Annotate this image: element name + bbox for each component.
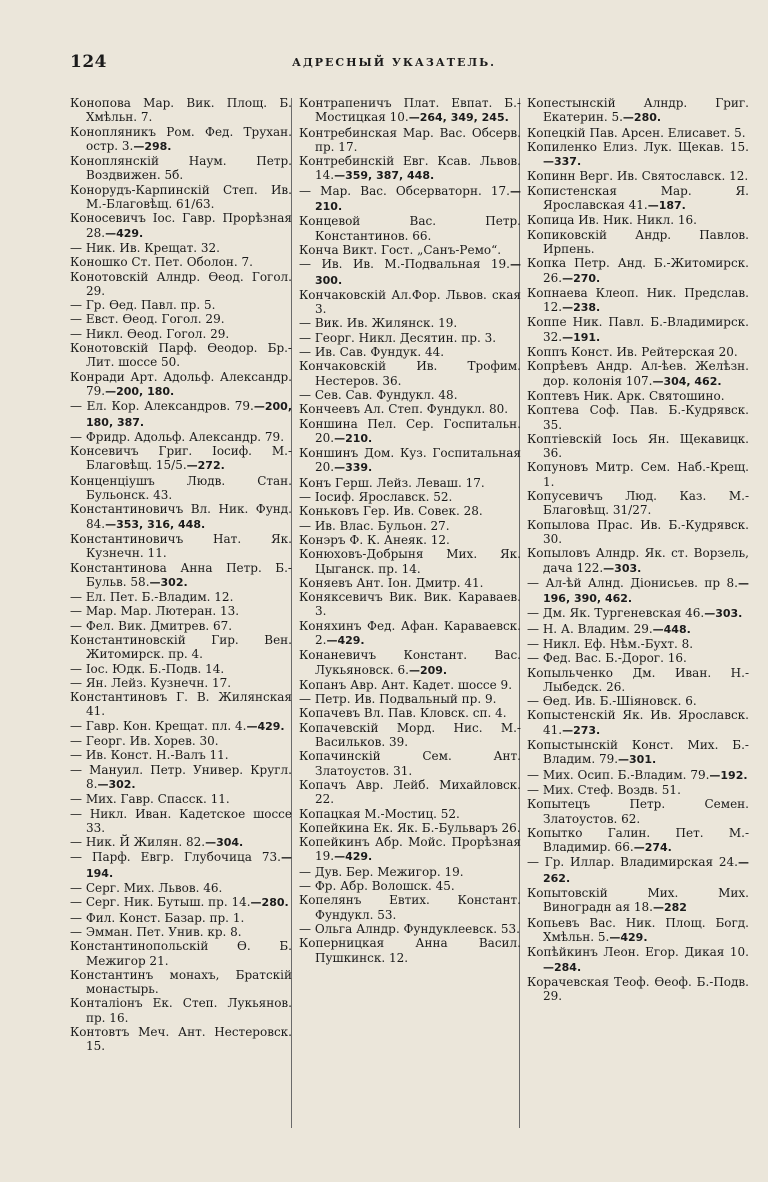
directory-entry: Копытко Галин. Пет. М.-Владимир. 66.—274. (527, 825, 749, 855)
directory-entry: Копестынскiй Алндр. Григ. Екатерин. 5.—280. (527, 96, 749, 125)
directory-entry: Конча Викт. Гост. „Санъ-Ремо“. (299, 242, 502, 257)
directory-entry: — Эмман. Пет. Унив. кр. 8. (70, 924, 242, 939)
directory-entry: — Ел. Кор. Александров. 79.—200, 180, 387. (70, 399, 292, 429)
directory-entry: Контовтъ Меч. Ант. Нестеровск. 15. (70, 1025, 292, 1054)
directory-entry: Копачинскiй Сем. Ант. Златоустов. 31. (299, 749, 521, 778)
directory-entry: Копыловъ Алндр. Як. ст. Ворзель, дача 122.—303. (527, 546, 749, 575)
directory-entry: Коншинъ Дом. Куз. Госпитальная 20.—339. (299, 446, 521, 475)
directory-entry: — Гр. Ѳед. Павл. пр. 5. (70, 298, 216, 313)
directory-entry: Копачевъ Вл. Пав. Кловск. сп. 4. (299, 706, 507, 721)
directory-entry: Константинъ монахъ, Братскiй монастырь. (70, 967, 292, 997)
directory-entry: — Фед. Вас. Б.-Дорог. 16. (527, 651, 687, 666)
directory-entry: — Мих. Стеф. Воздв. 51. (527, 782, 681, 797)
directory-entry: Кончаковскiй Ал.Фор. Львов. ская 3. (299, 287, 521, 317)
directory-entry: Копинн Верг. Ив. Святославск. 12. (527, 169, 749, 184)
directory-entry: Константиновъ Г. В. Жилянская 41. (70, 690, 292, 719)
directory-entry: Контрапеничъ Плат. Евпат. Б.-Мостицкая 10.—264, 349, 245. (299, 96, 521, 125)
directory-entry: Конради Арт. Адольф. Александр. 79.—200, 180. (70, 369, 292, 398)
directory-entry: Копачъ Авр. Лейб. Михайловск. 22. (299, 777, 521, 807)
directory-entry: — Вик. Ив. Жилянск. 19. (299, 316, 458, 331)
directory-entry: — Ел. Пет. Б.-Владим. 12. (70, 590, 234, 605)
page-number: 124 (70, 52, 107, 72)
directory-entry: — Ив. Сав. Фундук. 44. (299, 345, 445, 360)
directory-entry: Коперницкая Анна Васил. Пушкинск. 12. (299, 936, 521, 965)
directory-entry: — Парф. Евгр. Глубочица 73.—194. (70, 850, 292, 880)
directory-entry: Контребинскiй Евг. Ксав. Львов. 14.—359, 387, 448. (299, 154, 521, 183)
directory-entry: — Серг. Мих. Львов. 46. (70, 881, 223, 896)
directory-entry: Конопляникъ Ром. Фед. Трухан. остр. 3.—298. (70, 124, 292, 153)
directory-entry: Константиновичъ Вл. Ник. Фунд. 84.—353, 316, 448. (70, 502, 292, 531)
directory-entry: — Н. А. Владим. 29.—448. (527, 621, 691, 636)
directory-entry: Коняхинъ Фед. Афан. Караваевск. 2.—429. (299, 618, 521, 647)
directory-entry: Копка Петр. Анд. Б.-Житомирск. 26.—270. (527, 256, 749, 285)
column-3 (527, 96, 749, 1166)
directory-entry: Конаневичъ Констант. Вас. Лукьяновск. 6.—209. (299, 648, 521, 677)
directory-entry: — Ник. Й Жилян. 82.—304. (70, 835, 244, 850)
directory-entry: — Мануил. Петр. Универ. Кругл. 8.—302. (70, 762, 292, 791)
directory-entry: Копусевичъ Люд. Каз. М.-Благовѣщ. 31/27. (527, 489, 749, 518)
directory-entry: — Георг. Ив. Хорев. 30. (70, 734, 219, 749)
directory-entry: Копыльченко Дм. Иван. Н.-Лыбедск. 26. (527, 665, 749, 694)
page-title: АДРЕСНЫЙ УКАЗАТЕЛЬ. (292, 56, 496, 69)
directory-entry: — Евст. Ѳеод. Гогол. 29. (70, 312, 225, 327)
directory-entry: — Мих. Осип. Б.-Владим. 79.—192. (527, 767, 748, 782)
directory-entry: Копица Ив. Ник. Никл. 16. (527, 213, 697, 228)
directory-entry: — Дм. Як. Тургеневская 46.—303. (527, 606, 743, 621)
directory-entry: Коптева Соф. Пав. Б.-Кудрявск. 35. (527, 403, 749, 432)
directory-entry: — Никл. Еф. Нѣм.-Бухт. 8. (527, 636, 694, 651)
directory-entry: Копѣйкинъ Леон. Егор. Дикая 10.—284. (527, 945, 749, 974)
directory-entry: — Фел. Вик. Дмитрев. 67. (70, 618, 233, 633)
directory-entry: Конценцiушъ Людв. Стан. Бульонск. 43. (70, 473, 292, 503)
directory-entry: Контребинская Мар. Вас. Обсерв. пр. 17. (299, 125, 521, 154)
column-1 (70, 96, 292, 1166)
directory-entry: — Дув. Бер. Межигор. 19. (299, 864, 464, 879)
directory-entry: Конотовскiй Парф. Ѳеодор. Бр.-Лит. шоссе 50. (70, 341, 292, 370)
directory-entry: — Фр. Абр. Волошск. 45. (299, 879, 455, 894)
page-header (0, 52, 768, 76)
directory-entry: — Ольга Алндр. Фундуклеевск. 53. (299, 921, 520, 936)
directory-entry: Консевичъ Григ. Iосиф. М.-Благовѣщ. 15/5.—272. (70, 444, 292, 473)
directory-entry: Копиковскiй Андр. Павлов. Ирпень. (527, 227, 749, 256)
directory-entry: Копачевскiй Морд. Нис. М.-Васильков. 39. (299, 720, 521, 750)
directory-entry: Константинова Анна Петр. Б.-Бульв. 58.—302. (70, 560, 292, 589)
directory-entry: — Iосиф. Ярославск. 52. (299, 490, 453, 505)
directory-entry: Конорудъ-Карпинскiй Степ. Ив. М.-Благовѣщ. 61/63. (70, 182, 292, 212)
directory-entry: Константиновичъ Нат. Як. Кузнечн. 11. (70, 531, 292, 561)
directory-entry: Кончеевъ Ал. Степ. Фундукл. 80. (299, 402, 509, 417)
column-2 (299, 96, 521, 1166)
directory-entry: — Фридр. Адольф. Александр. 79. (70, 429, 285, 444)
directory-entry: Копуновъ Митр. Сем. Наб.-Крещ. 1. (527, 460, 749, 489)
directory-entry: Копыстынскiй Конст. Мих. Б.-Владим. 79.—301. (527, 738, 749, 767)
directory-entry: Копытовскiй Мих. Мих. Виноградн ая 18.—282 (527, 886, 749, 915)
directory-entry: — Никл. Иван. Кадетское шоссе 33. (70, 806, 292, 835)
directory-entry: — Гавр. Кон. Крещат. пл. 4.—429. (70, 718, 285, 733)
directory-entry: — Ив. Конст. Н.-Валъ 11. (70, 748, 229, 763)
directory-entry: Копистенская Мар. Я. Ярославская 41.—187. (527, 183, 749, 213)
directory-entry: — Мар. Вас. Обсерваторн. 17.—210. (299, 183, 521, 214)
directory-entry: Копыстенскiй Як. Ив. Ярославск. 41.—273. (527, 708, 749, 737)
directory-entry: Коппе Ник. Павл. Б.-Владимирск. 32.—191. (527, 315, 749, 344)
directory-entry: Константиновскiй Гир. Вен. Житомирск. пр. 4. (70, 632, 292, 662)
directory-entry: Коноплянскiй Наум. Петр. Воздвижен. 5б. (70, 154, 292, 183)
directory-entry: Копанъ Авр. Ант. Кадет. шоссе 9. (299, 677, 513, 692)
directory-entry: — Серг. Ник. Бутыш. пр. 14.—280. (70, 895, 289, 910)
directory-entry: Копейкина Ек. Як. Б.-Бульваръ 26. (299, 820, 521, 835)
directory-entry: — Ян. Лейз. Кузнечн. 17. (70, 675, 232, 690)
directory-entry: — Ник. Ив. Крещат. 32. (70, 240, 220, 255)
directory-entry: — Ив. Влас. Бульон. 27. (299, 518, 450, 533)
directory-entry: Коншина Пел. Сер. Госпитальн. 20.—210. (299, 416, 521, 445)
directory-entry: Конотовскiй Алндр. Ѳеод. Гогол. 29. (70, 269, 292, 298)
directory-entry: — Сев. Сав. Фундукл. 48. (299, 387, 458, 402)
directory-entry: — Гр. Иллар. Владимирская 24.—262. (527, 855, 749, 885)
directory-entry: Коношко Ст. Пет. Оболон. 7. (70, 255, 253, 270)
directory-entry: Коппъ Конст. Ив. Рейтерская 20. (527, 345, 738, 360)
directory-entry: Коньковъ Гер. Ив. Совек. 28. (299, 504, 483, 519)
directory-entry: Коптевъ Ник. Арк. Святошино. (527, 388, 725, 403)
directory-entry: Конюховъ-Добрыня Мих. Як. Цыганск. пр. 14. (299, 547, 521, 576)
directory-entry: Копацкая М.-Мостиц. 52. (299, 806, 460, 821)
directory-entry: Копецкiй Пав. Арсен. Елисавет. 5. (527, 125, 746, 140)
directory-entry: Коняксевичъ Вик. Вик. Караваев. 3. (299, 590, 521, 619)
directory-entry: Конэръ Ф. К. Анеяк. 12. (299, 532, 450, 547)
directory-entry: Копытецъ Петр. Семен. Златоустов. 62. (527, 797, 749, 826)
directory-entry: — Ив. Ив. М.-Подвальная 19.—300. (299, 257, 521, 287)
directory-entry: — Петр. Ив. Подвальный пр. 9. (299, 692, 497, 707)
directory-entry: Кончаковскiй Ив. Трофим. Нестеров. 36. (299, 359, 521, 388)
directory-entry: — Iос. Юдк. Б.-Подв. 14. (70, 661, 225, 676)
directory-entry: Конопова Мар. Вик. Площ. Б. Хмѣльн. 7. (70, 96, 292, 125)
directory-entry: Копейкинъ Абр. Мойс. Прорѣзная 19.—429. (299, 835, 521, 864)
directory-entry: Копиленко Елиз. Лук. Щекав. 15.—337. (527, 139, 749, 169)
directory-entry: Копьевъ Вас. Ник. Площ. Богд. Хмѣльн. 5.—429. (527, 915, 749, 944)
directory-entry: Копелянъ Евтих. Констант. Фундукл. 53. (299, 893, 521, 922)
directory-entry: Коняевъ Ант. Iон. Дмитр. 41. (299, 575, 484, 590)
directory-entry: — Никл. Ѳеод. Гогол. 29. (70, 326, 230, 341)
directory-entry: Концевой Вас. Петр. Константинов. 66. (299, 214, 521, 243)
directory-entry: — Георг. Никл. Десятин. пр. 3. (299, 330, 497, 345)
directory-entry: — Ѳед. Ив. Б.-Шiяновск. 6. (527, 694, 697, 709)
directory-entry: — Фил. Конст. Базар. пр. 1. (70, 910, 245, 925)
directory-entry: — Мих. Гавр. Спасск. 11. (70, 792, 230, 807)
directory-entry: Копрѣевъ Андр. Ал-ѣев. Желѣзн. дор. колонiя 107.—304, 462. (527, 359, 749, 388)
directory-entry: Коптiевскiй Iось Ян. Щекавицк. 36. (527, 431, 749, 461)
directory-entry: Корачевская Теоф. Ѳеоф. Б.-Подв. 29. (527, 974, 749, 1004)
directory-entry: — Мар. Мар. Лютеран. 13. (70, 604, 240, 619)
directory-entry: Константинопольскiй Ѳ. Б. Межигор 21. (70, 939, 292, 968)
directory-entry: Конъ Герш. Лейз. Леваш. 17. (299, 475, 485, 490)
directory-entry: Копылова Прас. Ив. Б.-Кудрявск. 30. (527, 517, 749, 546)
directory-entry: Коносевичъ Iос. Гавр. Прорѣзная 28.—429. (70, 211, 292, 240)
directory-entry: — Ал-ѣй Алнд. Дiонисьев. пр 8.—196, 390, 462. (527, 575, 749, 606)
directory-entry: Копнаева Клеоп. Ник. Предслав. 12.—238. (527, 285, 749, 315)
directory-entry: Конталiонъ Ек. Степ. Лукьянов. пр. 16. (70, 996, 292, 1025)
